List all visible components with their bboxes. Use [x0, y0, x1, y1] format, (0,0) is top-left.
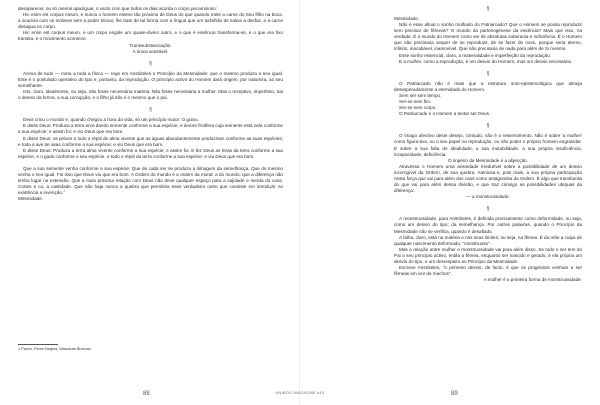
right-text-column [394, 6, 582, 283]
paragraph: Esse sonho essencial, claro, a materialidade e imperfeição da reprodução. [399, 52, 551, 58]
section-mark: § [149, 107, 152, 114]
paragraph-right: A mulher é a primeira forma de monstruosidade. [483, 277, 582, 283]
paragraph: Hic enim est corpus meum, e nunca o homem esteve tão próximo de Deus do que quando mete a carne do Seu filho na boca, a acaricia com os molares sem a poder trincar, lhe bate de tal forma com a língua que um turbilhão de saliva a desfaz, e a carne desagua no corpo. [18, 12, 283, 30]
left-text-column [18, 6, 283, 202]
section-mark: § [486, 123, 490, 130]
paragraph: O ímago afectivo deste desejo, contudo, não é o ressentimento. Não é sobre 'a mulher' como figura-tiva, ou o seu papel na reprodução, ou não poder o próprio homem engravidar. É sobre a sua falta de idealidade, a sua mutabilidade, a sua própria insuficiência, incapacidade, deficiência. [394, 133, 582, 157]
paragraph: Ser-se sem fim. [399, 99, 432, 105]
page-number-right: 89 [451, 391, 458, 397]
right-page [300, 0, 600, 405]
paragraph: Sem ser sem tempo. [399, 92, 442, 98]
page-number-left: 88 [143, 391, 150, 397]
paragraph: Ser-se sem corpo. [399, 105, 437, 111]
paragraph: E disse Deus: os peixes e todo o réptil de alma vivente que as águas abundantemente produziram conforme as suas espécies; e toda a ave de asas conforme a sua espécie; e viu Deus que era bom. [18, 135, 283, 147]
section-mark: § [486, 70, 490, 77]
paragraph: Acima de tudo — meta a toda a física — rege em Aristóteles o Princípio da Mesmidade: que o mesmo produza o seu igual. Este é o postulado operativo do tipo e, portanto, da reprodução. O princípio activo do Homem dará origem, por natureza, ao seu semelhante. [18, 70, 283, 88]
footnote-rule [18, 344, 58, 345]
paragraph: Não é esse afinal o sonho molhado do Patriarcado? Que o Homem se possa reproduzir sem precisar de fêmeas? O mundo da partenogénese da essência? Mais que isso, na verdade. É o mundo do Homem como ser de absolutas soberania e suficiência. É o Homem que não precisaria sequer de se reproduzir, de se fazer de novo, porque seria eterno, infinito, inacabável, inamovível. Que não precisaria de nada para além de Si mesmo. [394, 22, 582, 52]
paragraph: Mesmidade. [18, 196, 44, 202]
paragraph: Deus criou o mundo e, quando chegou a hora da vida, só um princípio maior: O guiou. [23, 117, 199, 123]
section-mark: § [149, 60, 152, 67]
paragraph: A falha, claro, está na matéria e nos seus limites; ou seja, na fêmea. É da mãe a culpa de qualquer nascimento deformado, "monstruoso". [394, 234, 582, 246]
paragraph: O Patriarcado é o Homem a tentar ser Deus. [399, 111, 491, 117]
paragraph: Isto, claro, idealmente, ou seja, não fosse necessária matéria. Não fosse necessária a mulher. Mas o receptivo, imperfeito, trai o desvio da forma, a sua corrupção, e o filho já não é o mesmo que o pai. [18, 89, 283, 101]
paragraph-centered: Transsubstanciação. [129, 42, 172, 48]
paragraph: Atravessa o Homem uma ansiedade irredutível sobre a possibilidade de um desvio incorrigível da Ordem, de sua quebra. Ateniosa-o, pois mais, a sua própria participação nesta força que vai para além dos caos como antagonista da Ordem. É algo que transborda do que vai para além dessa divisão, e que traz consigo as possibilidades ubíquas da diferença: [394, 163, 582, 194]
paragraph-centered: — a monstruosidade. [466, 194, 510, 200]
paragraph: Escreve Aristóteles, "o primeiro desvio, de facto, é que os progénitos venham a ser fêmeas em vez de machos". [394, 265, 582, 277]
paragraph: desaparecer, ou só menos apaziguar, o vazio com que todos os dias acorda o corpo pecaminoso: [18, 6, 217, 11]
paragraph: E disse Deus: Produza a terra alma vivente conforme a sua espécie; e assim foi. E fez Deus as feras da terra conforme a sua espécie, e o gado conforme o seu espécie, e todo o réptil da terra conforme a sua espécie; e viu Deus que era bom. [18, 147, 283, 159]
paragraph: Mesmidade. [394, 16, 420, 21]
section-mark: § [486, 206, 490, 213]
paragraph: Hic enim est corpus meum, e um corpo engole um quase-divino outro, e o que é essência transforma-se, e o que era fixo transita, e o movimento acontece. [18, 30, 283, 42]
paragraph: Mas a relação entre mulher e monstruosidade vai para além disso. Se todo o ser tem do Pai o seu princípio activo, então a fêmea, enquanto ser nascido e gerado, é ela própria um desvio do tipo, e um desrespeito ao Princípio da Mesmidade. [394, 246, 582, 264]
section-mark: § [486, 6, 490, 12]
running-head: UNIBOO MAGAZINE #10 [275, 391, 325, 395]
paragraph: Que a sua semente venha conforme a sua espécie: Que de cada ser se produza a linhagem da semelhança. Que do mesmo venha o seu igual. Foi isso que Deus viu que era bom. A Ordem do mundo é a ordem da moral; a do mundo: que a diferença não tenha lugar na extensão. Que a mais próxima relação com Deus não deve qualquer espaço para a sujidade e merda do caos. Cortes e cu, a castidade. Que não haja nunca a quebra que permitiria esse verdadeiro outro que consiste em introduzir no existência a invenção.$^1$ [18, 165, 283, 196]
paragraph-centered: A única aceitável. [132, 48, 169, 54]
paragraph: A monstruosidade, para Aristóteles, é definida precisamente como deformidade, ou seja, como um desvio do tipo; da semelhança. Por outras palavras, quando o Princípio da Mesmidade não se verifica, quando é desafiado. [394, 216, 582, 234]
paragraph: E disse Deus: Produza a terra erva dando semente conforme a sua espécie, e árvore frutífera cuja semente está nela conforme a sua espécie; e assim foi; e viu Deus que era bom. [18, 123, 283, 135]
paragraph-centered: O império da Mesmidade é a abjecção. [448, 157, 528, 163]
paragraph: O Patriarcado não é mais que a estrutura onto-epistemológica que almeja desesperadamente a eternidade do Homem. [394, 80, 582, 92]
footnote: 1 Parvin, Peres Negros, Máscaras Brancas. [18, 347, 92, 351]
paragraph: E a mulher, como a reprodução, é um desvio do Homem, mas um desvio necessário. [399, 58, 573, 64]
